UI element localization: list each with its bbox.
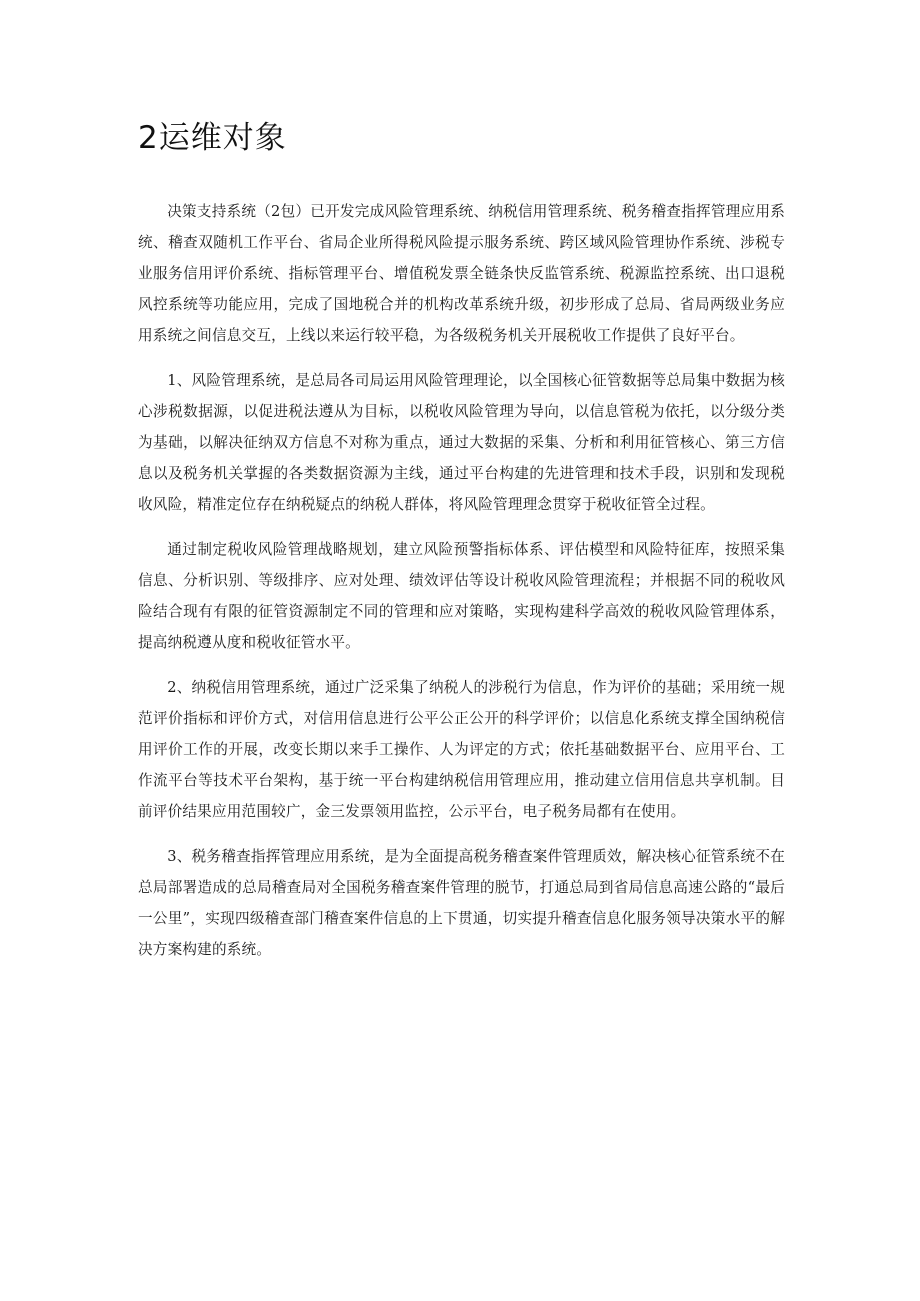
document-body	[138, 196, 785, 979]
paragraph-credit-management: 2、纳税信用管理系统，通过广泛采集了纳税人的涉税行为信息，作为评价的基础；采用统一规范评价指标和评价方式，对信用信息进行公平公正公开的科学评价；以信息化系统支撑全国纳税信用评价工作的开展，改变长期以来手工操作、人为评定的方式；依托基础数据平台、应用平台、工作流平台等技术平台架构，基于统一平台构建纳税信用管理应用，推动建立信用信息共享机制。目前评价结果应用范围较广，金三发票领用监控，公示平台，电子税务局都有在使用。	[138, 679, 785, 820]
section-heading: 2运维对象	[138, 120, 287, 156]
paragraph-inspection-command: 3、税务稽查指挥管理应用系统，是为全面提高税务稽查案件管理质效，解决核心征管系统不在总局部署造成的总局稽查局对全国税务稽查案件管理的脱节，打通总局到省局信息高速公路的“最后一公里”，实现四级稽查部门稽查案件信息的上下贯通，切实提升稽查信息化服务领导决策水平的解决方案构建的系统。	[138, 848, 785, 958]
paragraph-risk-management: 1、风险管理系统，是总局各司局运用风险管理理论，以全国核心征管数据等总局集中数据为核心涉税数据源，以促进税法遵从为目标，以税收风险管理为导向，以信息管税为依托，以分级分类为基础，以解决征纳双方信息不对称为重点，通过大数据的采集、分析和利用征管核心、第三方信息以及税务机关掌握的各类数据资源为主线，通过平台构建的先进管理和技术手段，识别和发现税收风险，精准定位存在纳税疑点的纳税人群体，将风险管理理念贯穿于税收征管全过程。	[138, 372, 785, 513]
paragraph-overview: 决策支持系统（2包）已开发完成风险管理系统、纳税信用管理系统、税务稽查指挥管理应用系统、稽查双随机工作平台、省局企业所得税风险提示服务系统、跨区域风险管理协作系统、涉税专业服务信用评价系统、指标管理平台、增值税发票全链条快反监管系统、税源监控系统、出口退税风控系统等功能应用，完成了国地税合并的机构改革系统升级，初步形成了总局、省局两级业务应用系统之间信息交互，上线以来运行较平稳，为各级税务机关开展税收工作提供了良好平台。	[138, 203, 785, 344]
paragraph-risk-strategy: 通过制定税收风险管理战略规划，建立风险预警指标体系、评估模型和风险特征库，按照采集信息、分析识别、等级排序、应对处理、绩效评估等设计税收风险管理流程；并根据不同的税收风险结合现有有限的征管资源制定不同的管理和应对策略，实现构建科学高效的税收风险管理体系，提高纳税遵从度和税收征管水平。	[138, 541, 785, 651]
